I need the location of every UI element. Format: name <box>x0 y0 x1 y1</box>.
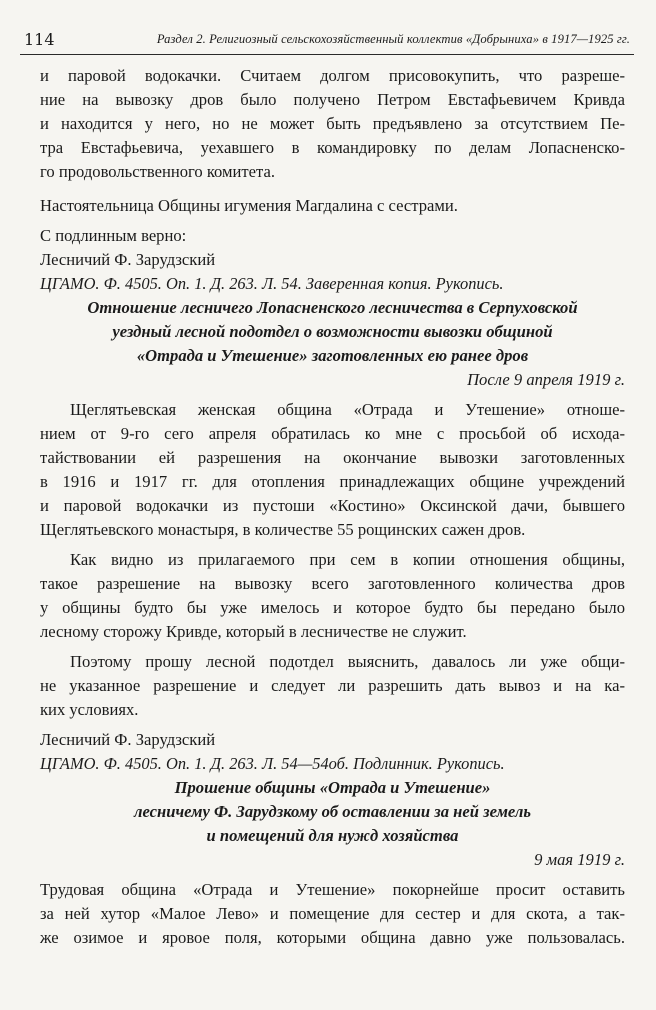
title-line: Отношение лесничего Лопасненского лесничества в Серпуховской <box>87 298 578 317</box>
text-line: го продовольственного комитета. <box>40 162 276 181</box>
text-line: в 1916 и 1917 гг. для отопления принадлежащих общине учреждений <box>40 472 625 491</box>
text-line: тайствовании ей разрешения на окончание вывозки заготовленных <box>40 448 625 467</box>
forester-signature: Лесничий Ф. Зарудзский <box>40 250 216 269</box>
certification-line: С подлинным верно: <box>40 226 187 245</box>
text-line: не указанное разрешение и следует ли разрешить дать вывоз и на ка- <box>40 676 625 695</box>
text-line: и паровой водокачки. Считаем долгом присовокупить, что разреше- <box>40 66 625 85</box>
title-line: лесничему Ф. Зарудзкому об оставлении за ней земель <box>133 802 531 821</box>
text-line: и находится у него, но не может быть предъявлено за отсутствием Пе- <box>40 114 625 133</box>
page-content <box>40 64 625 950</box>
document-title <box>40 296 625 368</box>
text-line: тра Евстафьевича, уехавшего в командировку по делам Лопасненско- <box>40 138 625 157</box>
body-paragraph <box>40 548 625 644</box>
running-head: Раздел 2. Религиозный сельскохозяйственный коллектив «Добрыниха» в 1917—1925 гг. <box>156 32 630 46</box>
text-line: у общины будто бы уже имелось и которое будто бы передано было <box>40 598 625 617</box>
title-line: и помещений для нужд хозяйства <box>206 826 459 845</box>
title-line: Прошение общины «Отрада и Утешение» <box>174 778 491 797</box>
continued-paragraph <box>40 64 625 184</box>
title-line: «Отрада и Утешение» заготовленных ею ранее дров <box>136 346 529 365</box>
page-number: 114 <box>24 30 55 49</box>
text-line: и паровой водокачки из пустоши «Костино» Оксинской дачи, бывшего <box>40 496 625 515</box>
text-line: Трудовая община «Отрада и Утешение» покорнейше просит оставить <box>40 880 625 899</box>
document-title <box>40 776 625 848</box>
body-paragraph <box>40 398 625 542</box>
text-line: же озимое и яровое поля, которыми община давно уже пользовалась. <box>40 928 625 947</box>
text-line: ких условиях. <box>40 700 139 719</box>
text-line: Поэтому прошу лесной подотдел выяснить, давалось ли уже общи- <box>70 652 625 671</box>
text-line: ние на вывозку дров было получено Петром Евстафьевичем Кривда <box>40 90 625 109</box>
text-line: Щеглятьевская женская община «Отрада и Утешение» отноше- <box>70 400 625 419</box>
forester-signature: Лесничий Ф. Зарудзский <box>40 730 216 749</box>
text-line: нием от 9-го сего апреля обратилась ко мне с просьбой об исхода- <box>40 424 625 443</box>
title-line: уездный лесной подотдел о возможности вывозки общиной <box>112 322 553 341</box>
page-header <box>20 26 634 55</box>
archive-source: ЦГАМО. Ф. 4505. Оп. 1. Д. 263. Л. 54—54об. Подлинник. Рукопись. <box>40 754 505 773</box>
text-line: за ней хутор «Малое Лево» и помещение для сестер и для скота, а так- <box>40 904 625 923</box>
document-date: 9 мая 1919 г. <box>534 850 625 869</box>
body-paragraph <box>40 650 625 722</box>
document-date: После 9 апреля 1919 г. <box>467 370 625 389</box>
body-paragraph <box>40 878 625 950</box>
archive-source: ЦГАМО. Ф. 4505. Оп. 1. Д. 263. Л. 54. Заверенная копия. Рукопись. <box>40 274 504 293</box>
text-line: такое разрешение на вывозку всего заготовленного количества дров <box>40 574 625 593</box>
text-line: лесному сторожу Кривде, который в лесничестве не служит. <box>40 622 467 641</box>
signature-line: Настоятельница Общины игумения Магдалина с сестрами. <box>40 196 458 215</box>
text-line: Щеглятьевского монастыря, в количестве 55 рощинских сажен дров. <box>40 520 526 539</box>
text-line: Как видно из прилагаемого при сем в копии отношения общины, <box>70 550 625 569</box>
